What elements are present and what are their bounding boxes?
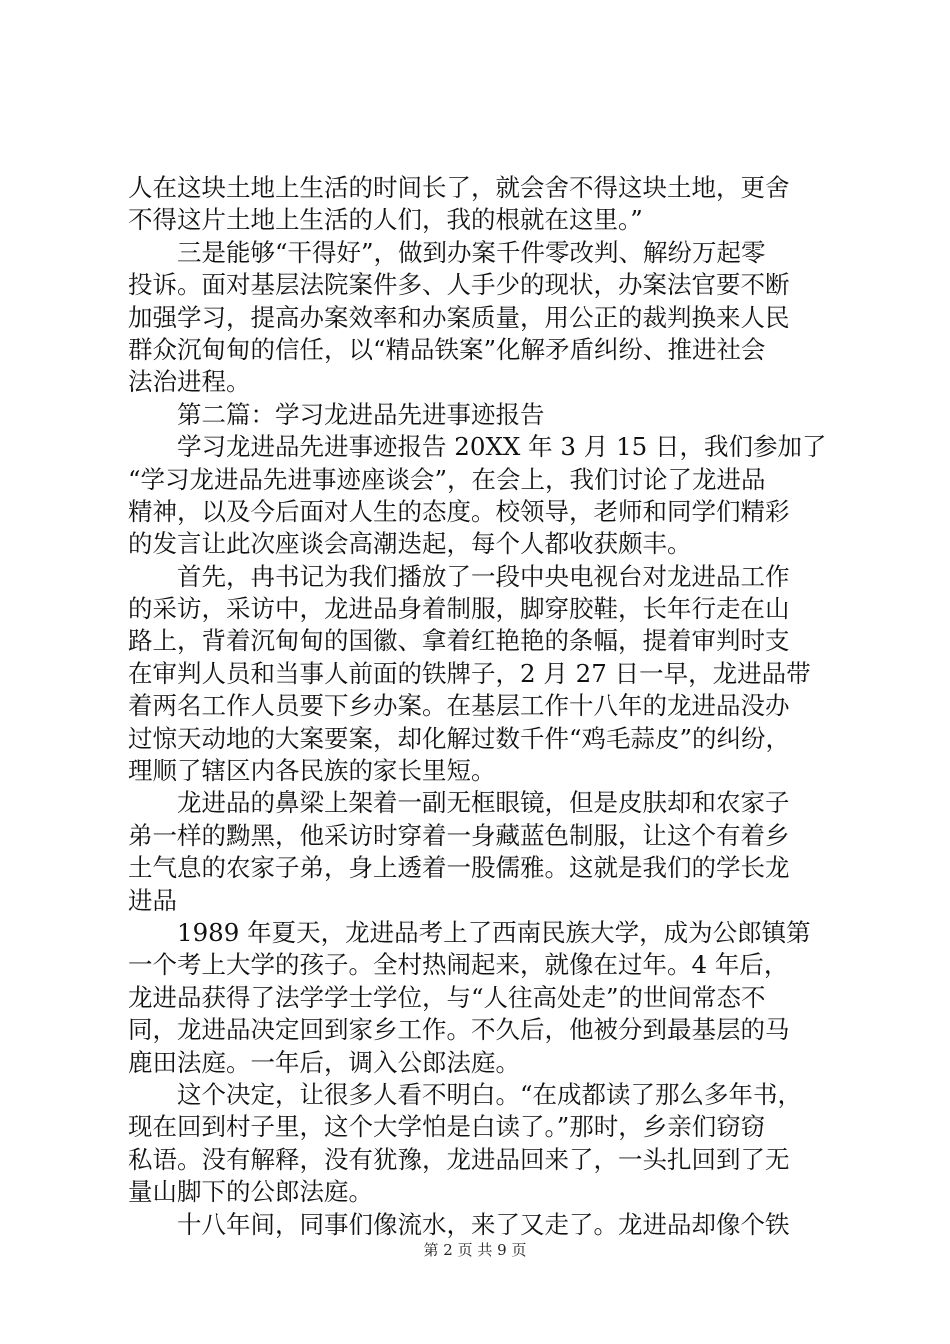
text-line: 首先，冉书记为我们播放了一段中央电视台对龙进品工作 — [128, 561, 790, 591]
text-line: 学习龙进品先进事迹报告 20XX 年 3 月 15 日，我们参加了 — [128, 432, 827, 462]
text-line: 群众沉甸甸的信任，以“精品铁案”化解矛盾纠纷、推进社会 — [128, 334, 766, 364]
text-line: 1989 年夏天，龙进品考上了西南民族大学，成为公郎镇第 — [128, 917, 811, 947]
text-line: 龙进品获得了法学学士学位，与“人往高处走”的世间常态不 — [128, 982, 766, 1012]
page-footer: 第 2 页 共 9 页 — [423, 1241, 527, 1259]
text-line: 的采访，采访中，龙进品身着制服，脚穿胶鞋，长年行走在山 — [128, 594, 790, 624]
text-line: 投诉。面对基层法院案件多、人手少的现状，办案法官要不断 — [128, 270, 790, 300]
text-line: 私语。没有解释，没有犹豫，龙进品回来了，一头扎回到了无 — [128, 1144, 790, 1174]
text-line: 法治进程。 — [128, 367, 251, 397]
text-line: 路上，背着沉甸甸的国徽、拿着红艳艳的条幅，提着审判时支 — [128, 626, 790, 656]
text-line: 过惊天动地的大案要案，却化解过数千件“鸡毛蒜皮”的纠纷， — [128, 723, 791, 753]
text-line: 现在回到村子里，这个大学怕是白读了。”那时，乡亲们窃窃 — [128, 1112, 766, 1142]
text-line: 龙进品的鼻梁上架着一副无框眼镜，但是皮肤却和农家子 — [128, 788, 790, 818]
text-line: 三是能够“干得好”，做到办案千件零改判、解纷万起零 — [128, 237, 766, 267]
text-line: 不得这片土地上生活的人们，我的根就在这里。” — [128, 205, 643, 235]
text-line: 鹿田法庭。一年后，调入公郎法庭。 — [128, 1047, 520, 1077]
text-line: 理顺了辖区内各民族的家长里短。 — [128, 756, 496, 786]
text-line: 同，龙进品决定回到家乡工作。不久后，他被分到最基层的马 — [128, 1015, 790, 1045]
document-body — [128, 172, 838, 1241]
text-line: 加强学习，提高办案效率和办案质量，用公正的裁判换来人民 — [128, 302, 790, 332]
text-line: “学习龙进品先进事迹座谈会”，在会上，我们讨论了龙进品 — [128, 464, 766, 494]
text-line: 十八年间，同事们像流水，来了又走了。龙进品却像个铁 — [128, 1209, 790, 1239]
text-line: 在审判人员和当事人前面的铁牌子，2 月 27 日一早，龙进品带 — [128, 658, 811, 688]
text-line: 弟一样的黝黑，他采访时穿着一身藏蓝色制服，让这个有着乡 — [128, 820, 790, 850]
text-line: 进品 — [128, 885, 177, 915]
text-line: 第二篇：学习龙进品先进事迹报告 — [128, 399, 545, 429]
text-line: 人在这块土地上生活的时间长了，就会舍不得这块土地，更舍 — [128, 173, 790, 202]
text-line: 精神，以及今后面对人生的态度。校领导，老师和同学们精彩 — [128, 496, 790, 526]
text-line: 量山脚下的公郎法庭。 — [128, 1177, 373, 1207]
text-line: 的发言让此次座谈会高潮迭起，每个人都收获颇丰。 — [128, 529, 692, 559]
text-line: 着两名工作人员要下乡办案。在基层工作十八年的龙进品没办 — [128, 691, 790, 721]
text-line: 一个考上大学的孩子。全村热闹起来，就像在过年。4 年后， — [128, 950, 789, 980]
text-line: 这个决定，让很多人看不明白。“在成都读了那么多年书， — [128, 1079, 803, 1109]
text-line: 土气息的农家子弟，身上透着一股儒雅。这就是我们的学长龙 — [128, 853, 790, 883]
